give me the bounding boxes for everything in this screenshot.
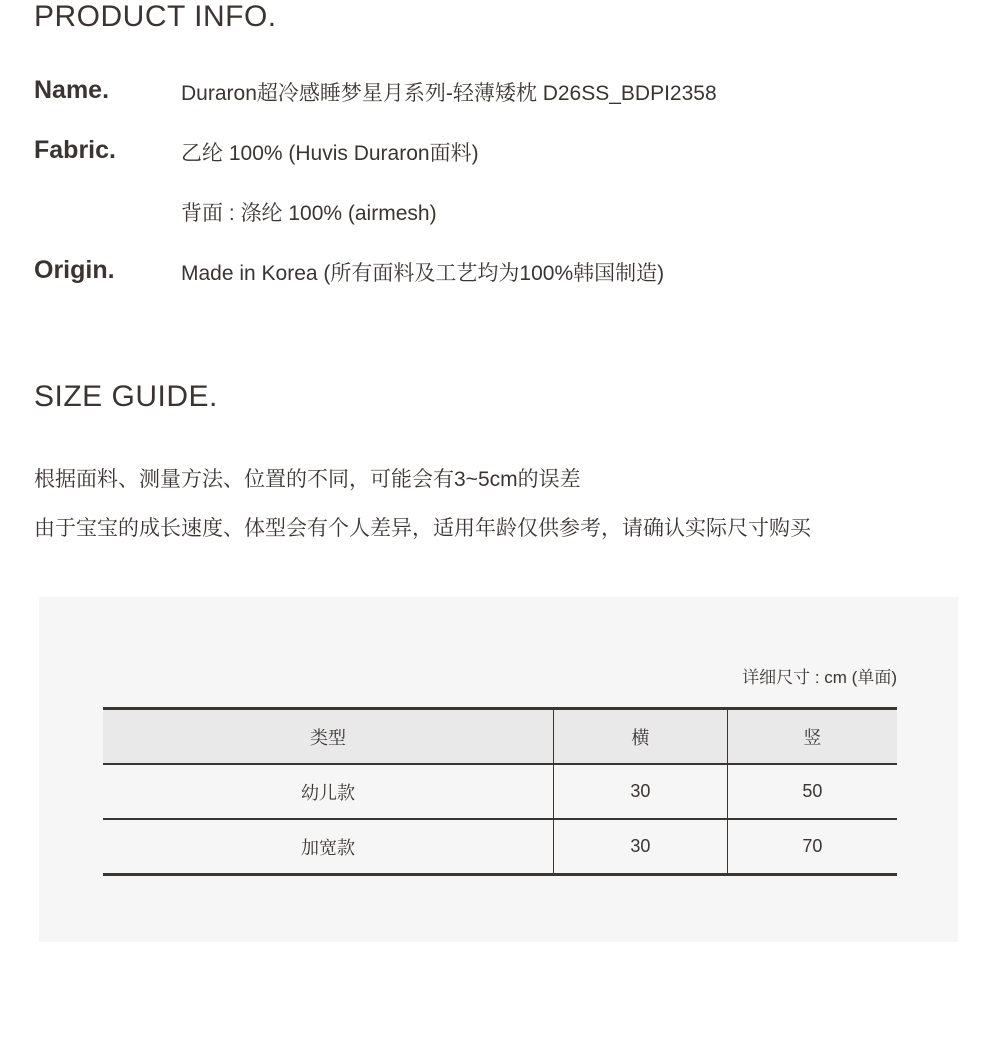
cell-width: 30 — [553, 764, 727, 819]
cell-length: 70 — [727, 819, 897, 875]
name-value: Duraron超冷感睡梦星月系列-轻薄矮枕 D26SS_BDPI2358 — [181, 82, 717, 105]
table-header-row — [103, 709, 897, 765]
header-type: 类型 — [103, 709, 553, 765]
fabric-value: 乙纶 100% (Huvis Duraron面料) — [181, 142, 479, 165]
origin-value: Made in Korea (所有面料及工艺均为100%韩国制造) — [181, 262, 665, 285]
cell-type: 幼儿款 — [103, 764, 553, 819]
size-table — [103, 707, 897, 876]
fabric-back-value: 背面 : 涤纶 100% (airmesh) — [181, 202, 437, 225]
header-width: 横 — [553, 709, 727, 765]
size-note-1: 根据面料、测量方法、位置的不同，可能会有3~5cm的误差 — [34, 468, 581, 491]
size-table-panel — [39, 597, 958, 942]
size-guide-title: SIZE GUIDE. — [34, 380, 218, 413]
cell-width: 30 — [553, 819, 727, 875]
cell-type: 加宽款 — [103, 819, 553, 875]
fabric-label: Fabric. — [34, 136, 116, 164]
cell-length: 50 — [727, 764, 897, 819]
origin-label: Origin. — [34, 256, 115, 284]
table-row — [103, 819, 897, 875]
size-unit-label: 详细尺寸 : cm (单面) — [742, 668, 897, 687]
product-info-title: PRODUCT INFO. — [34, 0, 277, 33]
table-row — [103, 764, 897, 819]
header-length: 竖 — [727, 709, 897, 765]
name-label: Name. — [34, 76, 110, 104]
size-note-2: 由于宝宝的成长速度、体型会有个人差异，适用年龄仅供参考，请确认实际尺寸购买 — [34, 517, 811, 540]
